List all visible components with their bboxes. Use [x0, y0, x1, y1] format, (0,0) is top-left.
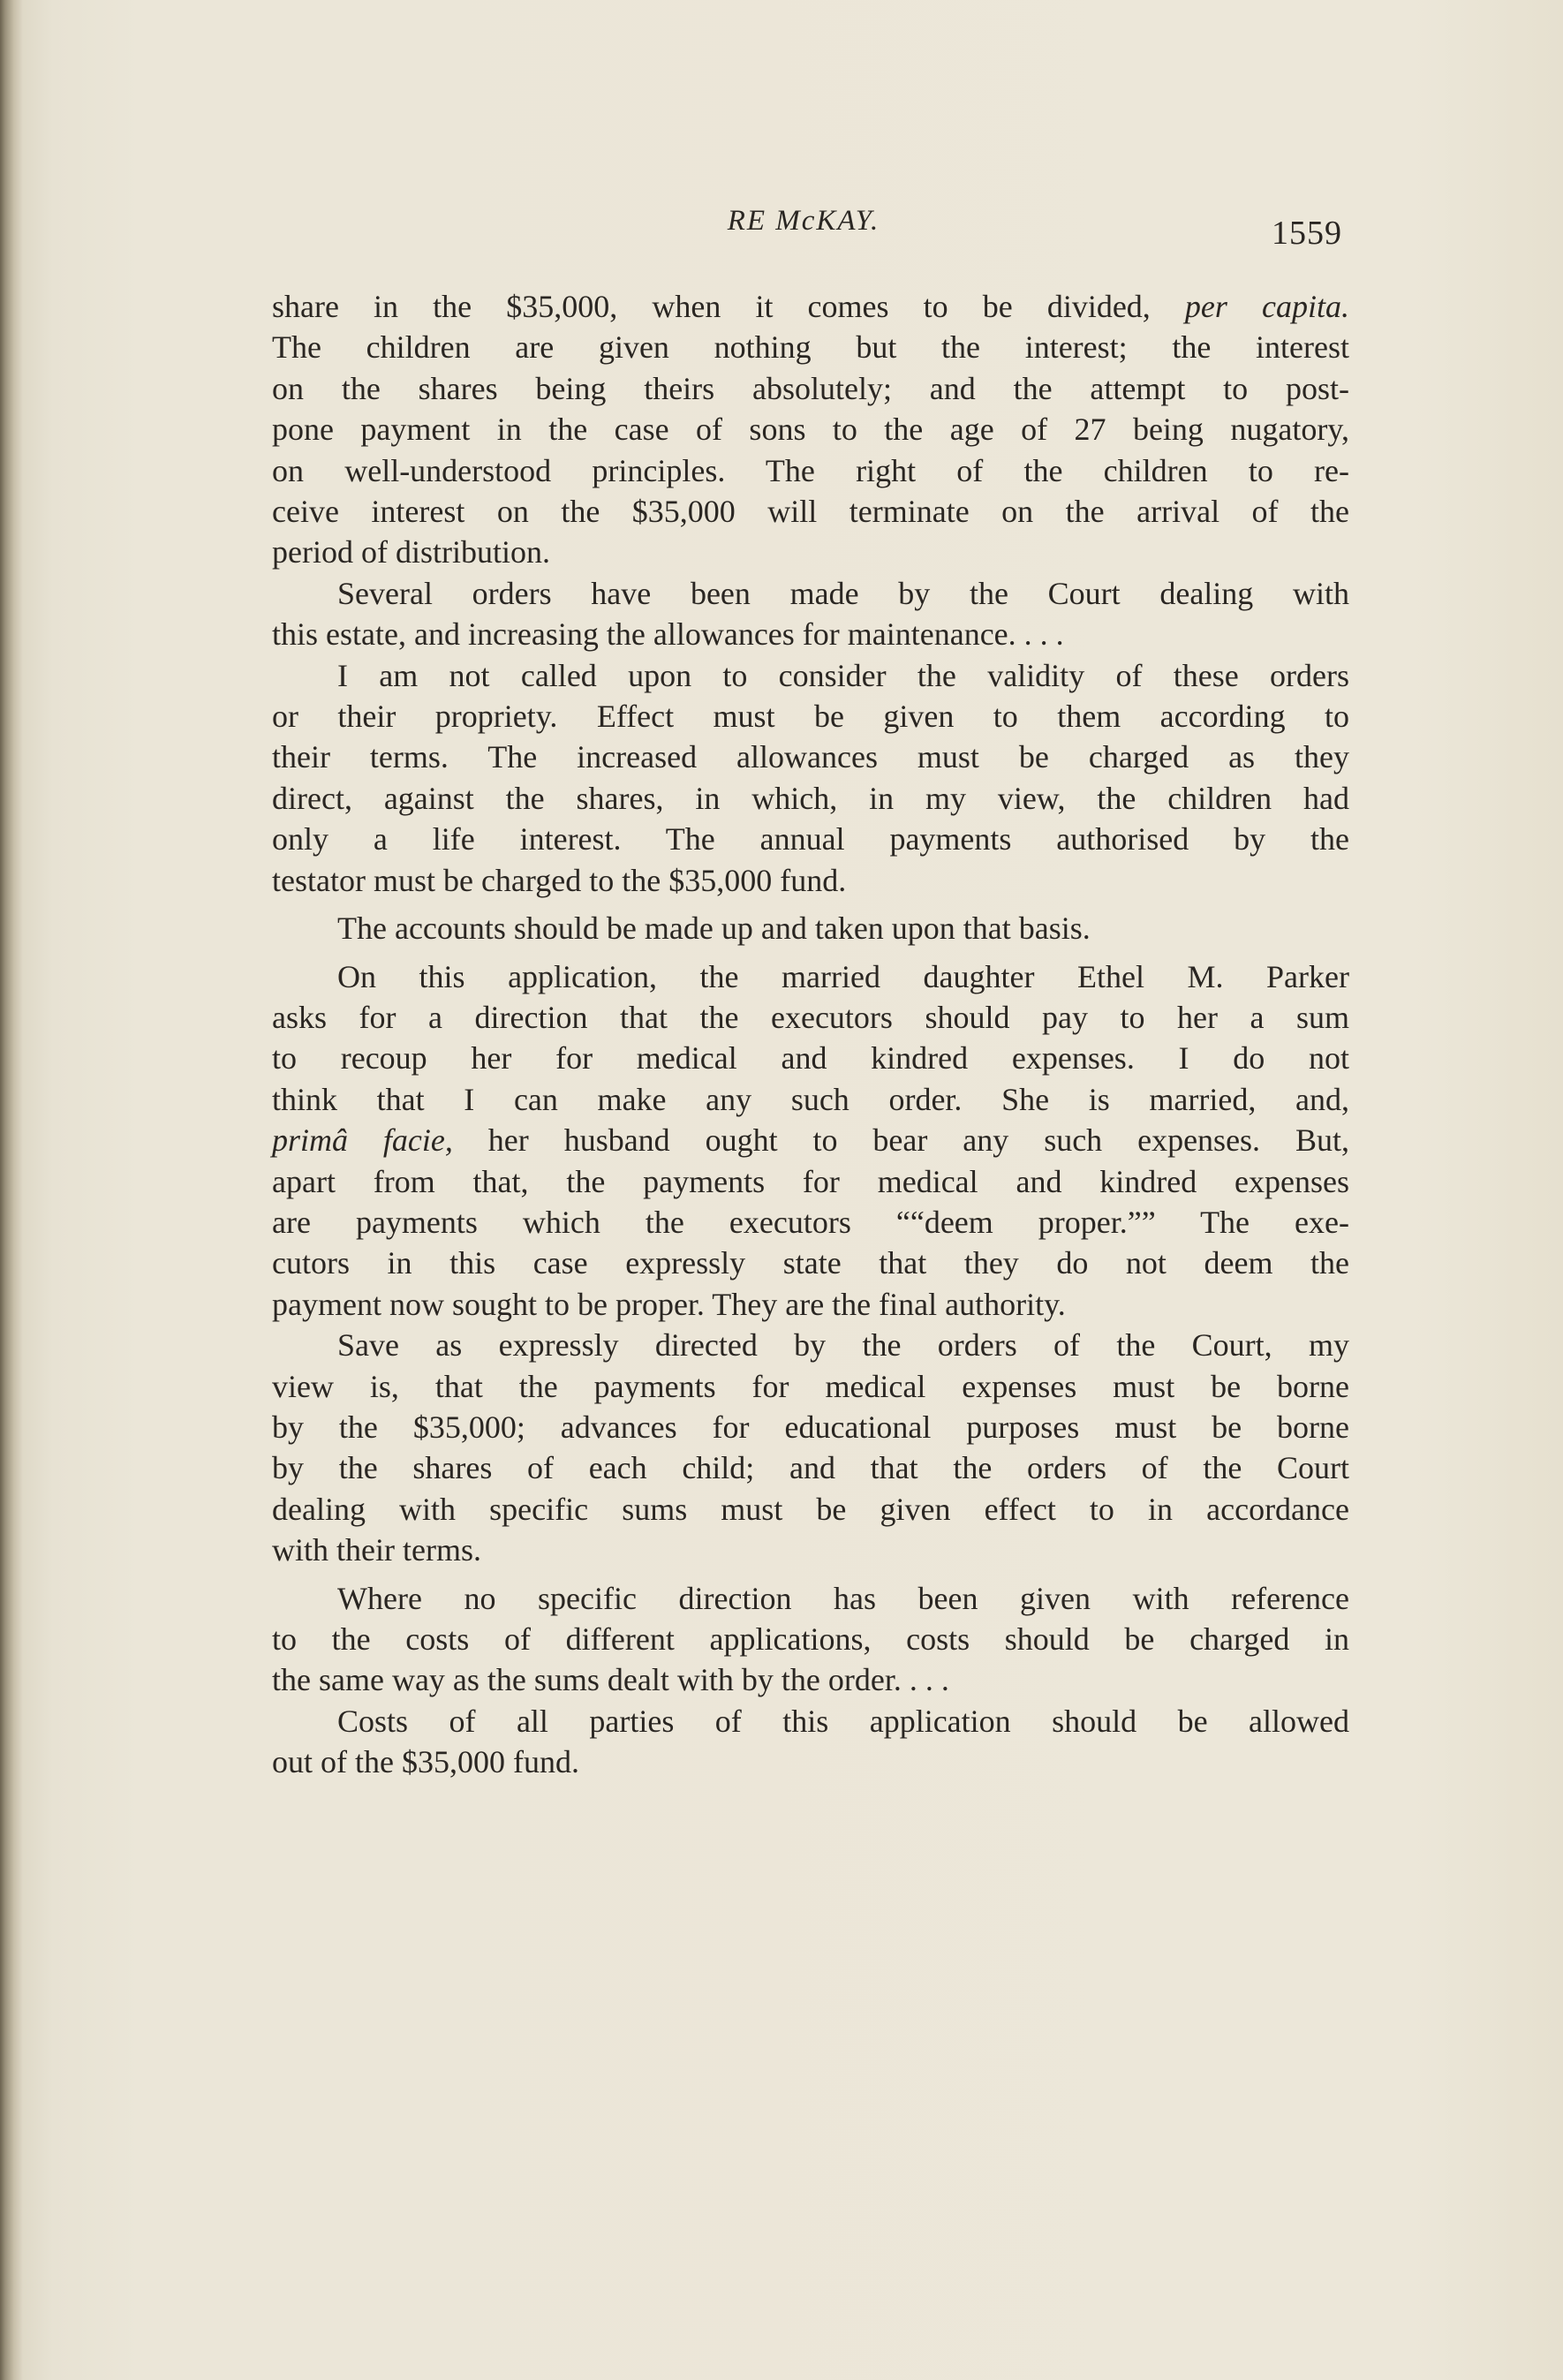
- text-line: [272, 1243, 1349, 1283]
- text-run: dealing with specific sums must be given effect to in accordance: [272, 1491, 1349, 1527]
- italic-text: primâ facie,: [272, 1122, 453, 1159]
- text-line: [272, 778, 1349, 819]
- text-line: [272, 614, 1349, 654]
- text-run: payment now sought to be proper. They are the final authority.: [272, 1286, 1066, 1322]
- text-line: [272, 1530, 1349, 1570]
- text-run: ceive interest on the $35,000 will terminate on the arrival of the: [272, 494, 1349, 530]
- text-run: testator must be charged to the $35,000 fund.: [272, 862, 847, 898]
- text-run: cutors in this case expressly state that they do not deem the: [272, 1245, 1349, 1281]
- text-run: pone payment in the case of sons to the age of 27 being nugatory,: [272, 412, 1349, 448]
- text-line: [272, 997, 1349, 1038]
- text-run: her husband ought to bear any such expenses. But,: [452, 1122, 1349, 1159]
- text-line: [272, 1489, 1349, 1530]
- text-line: [272, 1619, 1349, 1659]
- text-line: [272, 368, 1349, 409]
- text-run: this estate, and increasing the allowances for maintenance. . . .: [272, 616, 1064, 653]
- body-text: [272, 286, 1349, 1783]
- text-run: on well-understood principles. The right of the children to re-: [272, 452, 1349, 488]
- page-number: 1559: [1272, 215, 1342, 252]
- text-line: [272, 450, 1349, 491]
- text-line: [272, 1447, 1349, 1488]
- text-run: direct, against the shares, in which, in my view, the children had: [272, 780, 1349, 816]
- text-run: or their propriety. Effect must be given to them according to: [272, 699, 1349, 735]
- text-line: [272, 573, 1349, 614]
- text-run: Save as expressly directed by the orders of the Court, my: [337, 1327, 1349, 1364]
- text-line: [272, 737, 1349, 777]
- text-run: I am not called upon to consider the validity of these orders: [337, 657, 1349, 693]
- italic-text: per capita.: [1184, 289, 1349, 324]
- text-line: [272, 1202, 1349, 1243]
- paragraph: [272, 573, 1349, 655]
- text-run: apart from that, the payments for medical and kindred expenses: [272, 1163, 1349, 1199]
- text-line: [272, 1701, 1349, 1742]
- text-run: On this application, the married daughter Ethel M. Parker: [337, 958, 1349, 994]
- text-line: [272, 956, 1349, 997]
- paragraph: [272, 655, 1349, 901]
- text-line: [272, 1161, 1349, 1202]
- text-run: with their terms.: [272, 1532, 481, 1568]
- text-line: [272, 1284, 1349, 1325]
- text-line: [272, 860, 1349, 901]
- text-line: [272, 409, 1349, 450]
- text-line: [272, 1659, 1349, 1700]
- text-run: to the costs of different applications, costs should be charged in: [272, 1621, 1349, 1657]
- text-run: Where no specific direction has been given with reference: [337, 1580, 1349, 1616]
- paragraph: [272, 286, 1349, 573]
- text-run: are payments which the executors ““deem proper.”” The exe-: [272, 1204, 1349, 1240]
- text-run: The accounts should be made up and taken upon that basis.: [337, 910, 1091, 947]
- text-run: out of the $35,000 fund.: [272, 1744, 579, 1780]
- text-run: to recoup her for medical and kindred expenses. I do not: [272, 1040, 1349, 1077]
- text-run: on the shares being theirs absolutely; and the attempt to post-: [272, 370, 1349, 406]
- text-line: [272, 532, 1349, 572]
- text-line: [272, 908, 1349, 948]
- text-line: [272, 1742, 1349, 1782]
- paragraph: [272, 1325, 1349, 1570]
- paragraph: [272, 908, 1349, 948]
- binding-edge: [0, 0, 23, 2380]
- text-run: The children are given nothing but the interest; the interest: [272, 329, 1349, 366]
- text-line: [272, 696, 1349, 737]
- text-line: [272, 1079, 1349, 1120]
- paragraph: [272, 1701, 1349, 1783]
- text-run: the same way as the sums dealt with by the order. . . .: [272, 1662, 949, 1698]
- text-run: period of distribution.: [272, 534, 550, 570]
- running-head: [265, 201, 1342, 254]
- text-run: think that I can make any such order. She is married, and,: [272, 1081, 1349, 1117]
- text-run: share in the $35,000, when it comes to be divided,: [272, 289, 1185, 324]
- text-line: [272, 655, 1349, 696]
- text-run: asks for a direction that the executors should pay to her a sum: [272, 999, 1349, 1035]
- text-line: [272, 1578, 1349, 1619]
- text-run: only a life interest. The annual payments authorised by the: [272, 821, 1349, 858]
- text-line: [272, 491, 1349, 532]
- text-run: their terms. The increased allowances must be charged as they: [272, 739, 1349, 775]
- text-run: by the shares of each child; and that the orders of the Court: [272, 1450, 1349, 1486]
- text-run: by the $35,000; advances for educational purposes must be borne: [272, 1409, 1349, 1445]
- text-run: view is, that the payments for medical expenses must be borne: [272, 1368, 1349, 1404]
- text-line: [272, 1038, 1349, 1078]
- text-run: Several orders have been made by the Court dealing with: [337, 575, 1349, 611]
- text-line: [272, 1407, 1349, 1447]
- running-head-title: RE McKAY.: [727, 205, 880, 237]
- paragraph: [272, 1578, 1349, 1701]
- text-line: [272, 1325, 1349, 1365]
- text-line: [272, 286, 1349, 327]
- text-line: [272, 1120, 1349, 1160]
- text-run: Costs of all parties of this application should be allowed: [337, 1703, 1349, 1739]
- text-line: [272, 819, 1349, 859]
- paragraph: [272, 956, 1349, 1326]
- text-line: [272, 1366, 1349, 1407]
- text-line: [272, 327, 1349, 367]
